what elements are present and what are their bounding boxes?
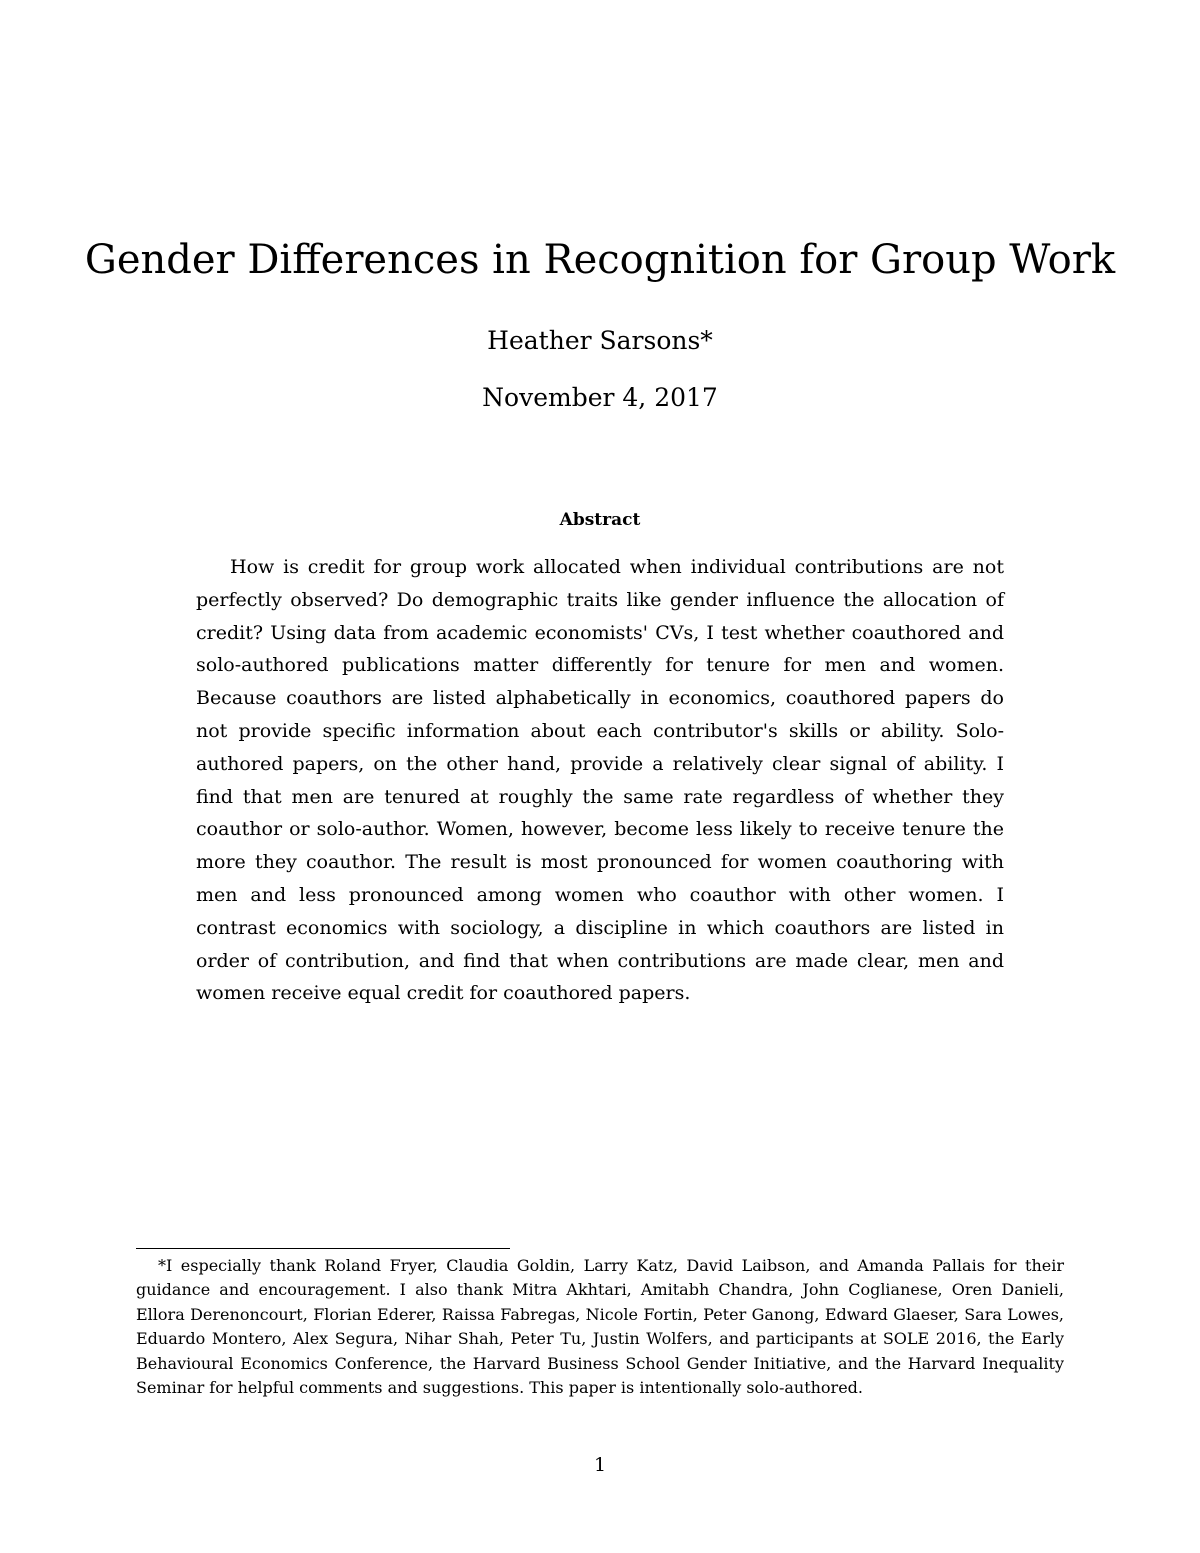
publication-date: November 4, 2017 <box>482 383 718 412</box>
footnote-text: *I especially thank Roland Fryer, Claudia Goldin, Larry Katz, David Laibson, and Amanda Pallais for their guidance and encouragement. I also thank Mitra Akhtari, Amitabh Chandra, John Coglianese, Oren Danieli, Ellora Derenoncourt, Florian Ederer, Raissa Fabregas, Nicole Fortin, Peter Ganong, Edward Glaeser, Sara Lowes, Eduardo Montero, Alex Segura, Nihar Shah, Peter Tu, Justin Wolfers, and participants at SOLE 2016, the Early Behavioural Economics Conference, the Harvard Business School Gender Initiative, and the Harvard Inequality Seminar for helpful comments and suggestions. This paper is intentionally solo-authored. <box>136 1256 1064 1398</box>
abstract-heading: Abstract <box>559 510 641 530</box>
paper-title: Gender Differences in Recognition for Group Work <box>84 237 1116 283</box>
author-name: Heather Sarsons* <box>487 326 713 355</box>
page-number: 1 <box>593 1454 607 1476</box>
footnote-divider <box>136 1248 510 1249</box>
abstract-text: How is credit for group work allocated when individual contributions are not perfectly observed? Do demographic traits like gender influence the allocation of credit? Using data from academic economists' CVs, I test whether coauthored and solo-authored publications matter differently for tenure for men and women. Because coauthors are listed alphabetically in economics, coauthored papers do not provide specific information about each contributor's skills or ability. Solo-authored papers, on the other hand, provide a relatively clear signal of ability. I find that men are tenured at roughly the same rate regardless of whether they coauthor or solo-author. Women, however, become less likely to receive tenure the more they coauthor. The result is most pronounced for women coauthoring with men and less pronounced among women who coauthor with other women. I contrast economics with sociology, a discipline in which coauthors are listed in order of contribution, and find that when contributions are made clear, men and women receive equal credit for coauthored papers. <box>196 556 1004 1005</box>
